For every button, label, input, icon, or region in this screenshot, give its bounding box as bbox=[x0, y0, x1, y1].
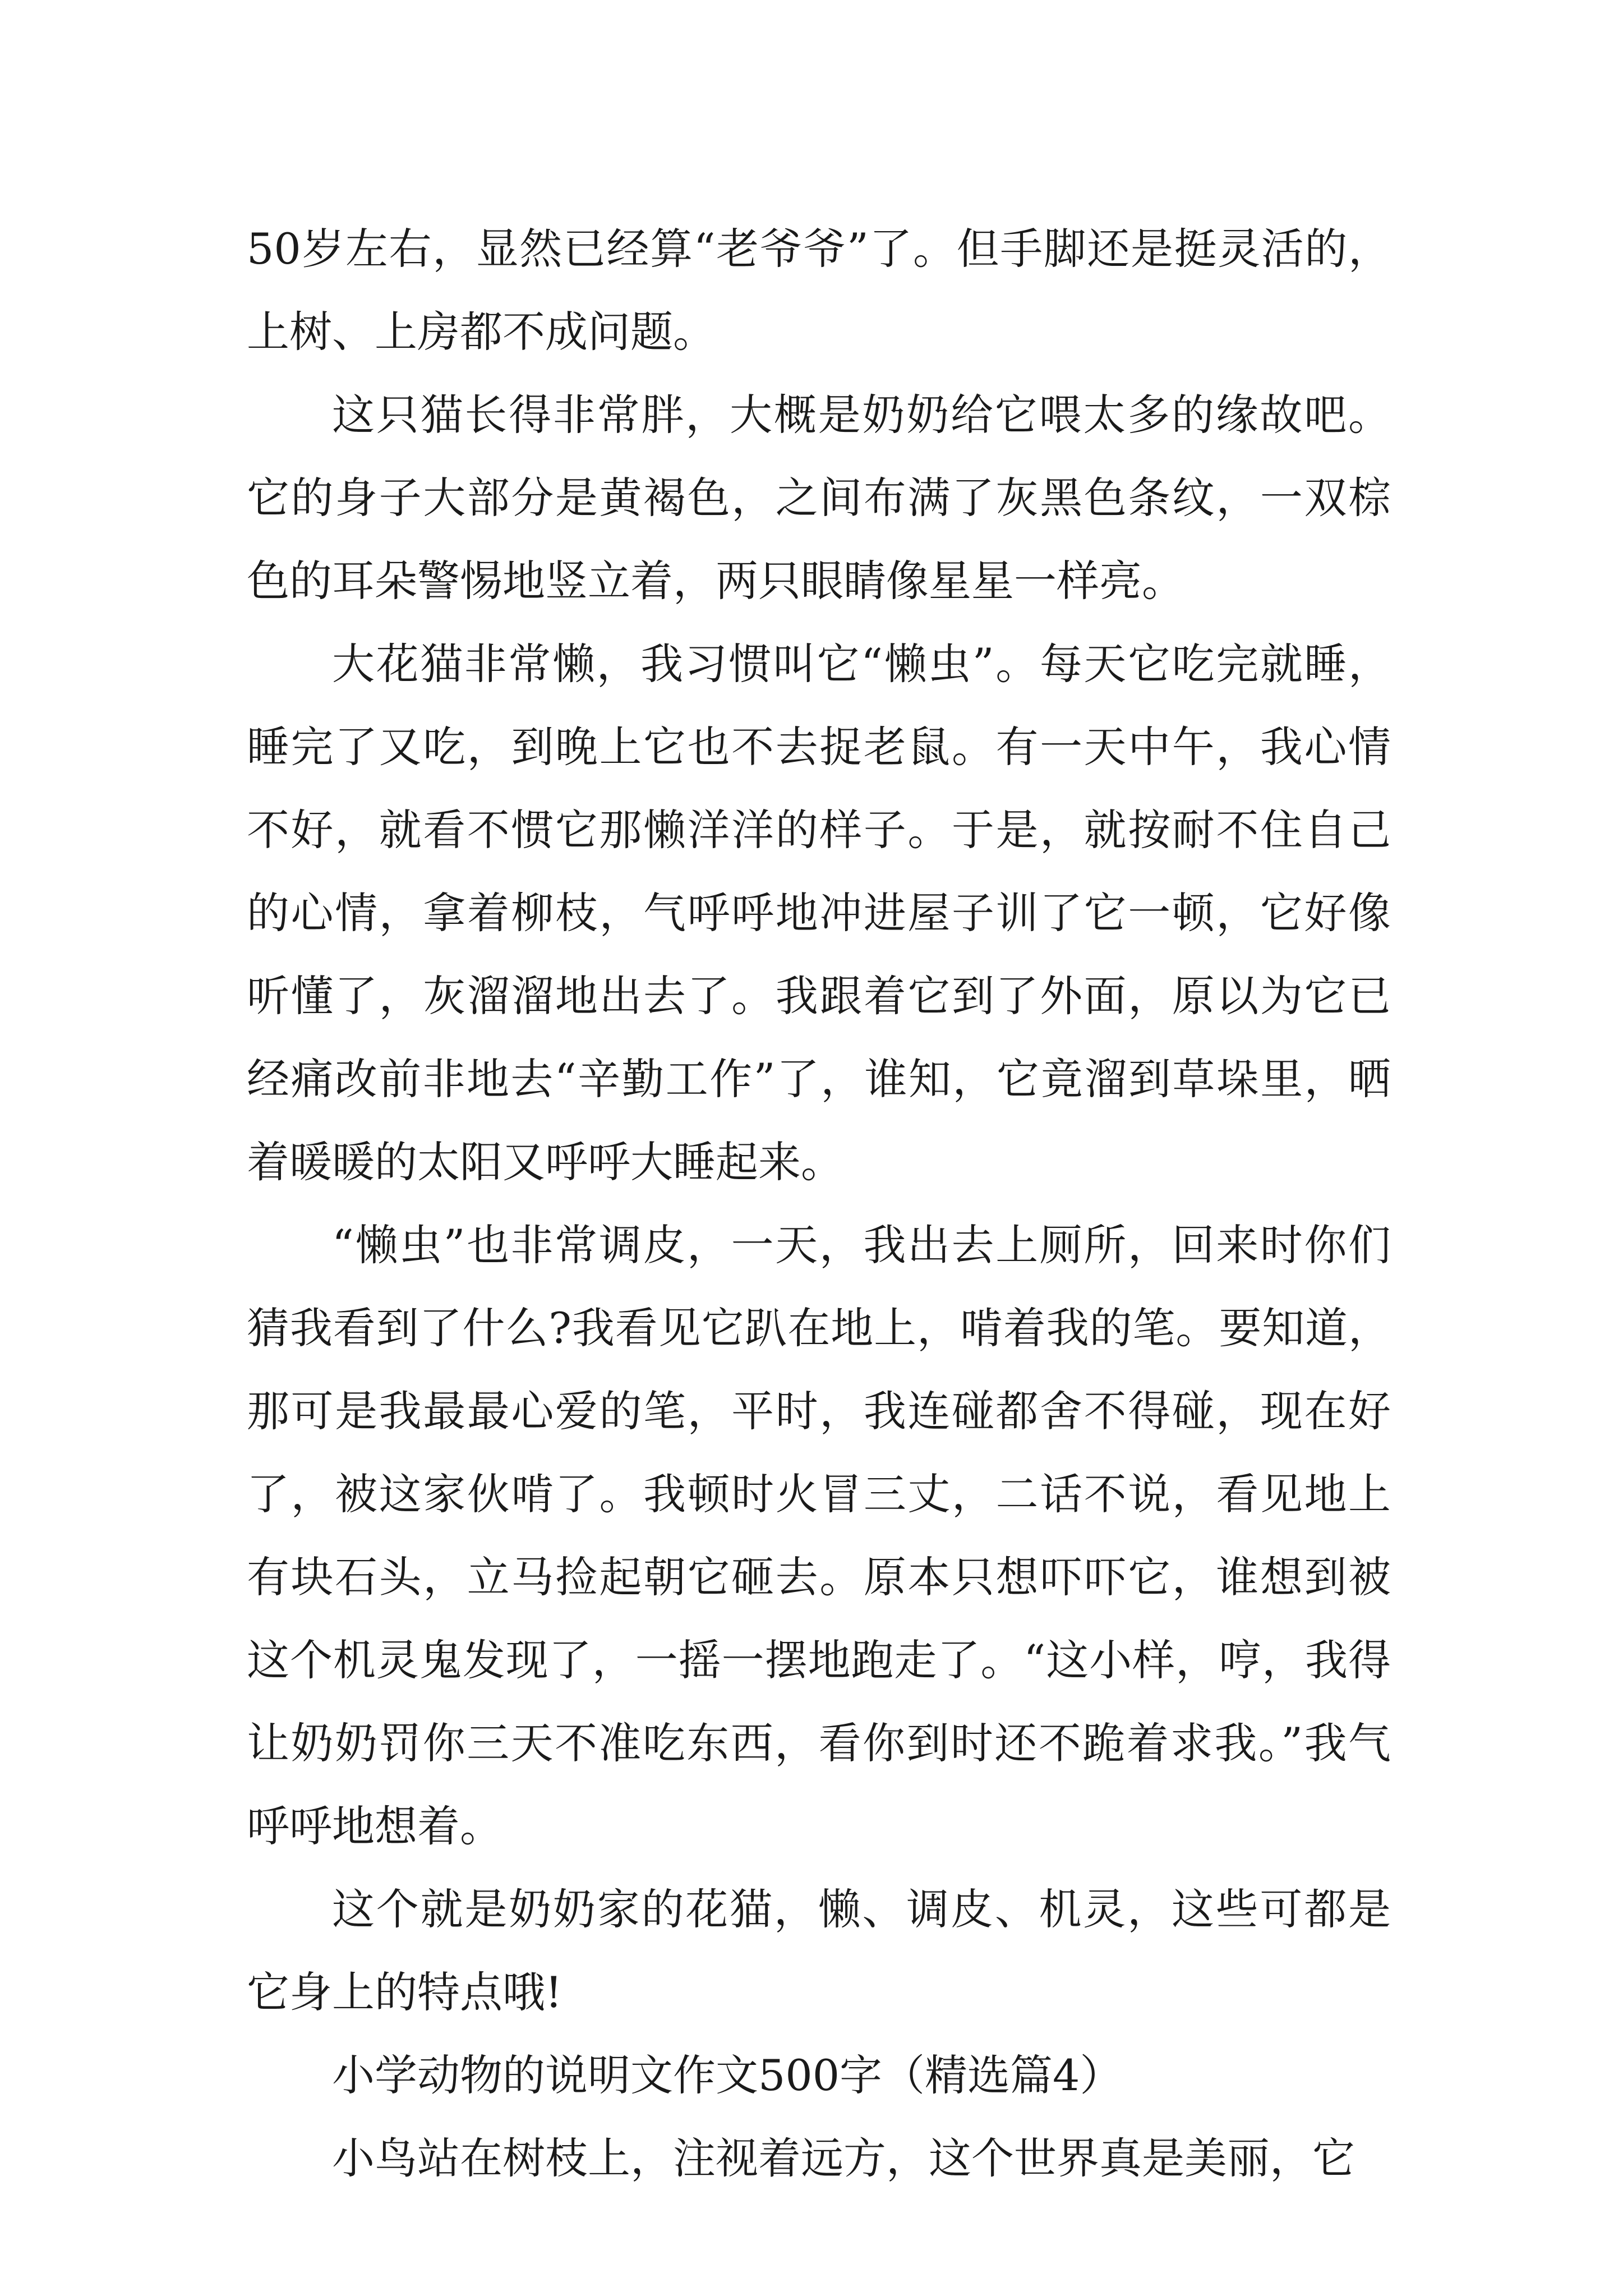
paragraph-continuation: 50岁左右，显然已经算“老爷爷”了。但手脚还是挺灵活的，上树、上房都不成问题。 bbox=[247, 224, 1391, 357]
paragraph-cat-summary: 这个就是奶奶家的花猫，懒、调皮、机灵，这些可都是它身上的特点哦! bbox=[247, 1884, 1391, 2017]
document-body bbox=[247, 208, 1391, 2200]
paragraph-cat-appearance: 这只猫长得非常胖，大概是奶奶给它喂太多的缘故吧。它的身子大部分是黄褐色，之间布满了灰黑色条纹，一双棕色的耳朵警惕地竖立着，两只眼睛像星星一样亮。 bbox=[247, 390, 1391, 606]
paragraph-cat-lazy: 大花猫非常懒，我习惯叫它“懒虫”。每天它吃完就睡，睡完了又吃，到晚上它也不去捉老鼠。有一天中午，我心情不好，就看不惯它那懒洋洋的样子。于是，就按耐不住自己的心情，拿着柳枝，气呼呼地冲进屋子训了它一顿，它好像听懂了，灰溜溜地出去了。我跟着它到了外面，原以为它已经痛改前非地去“辛勤工作”了，谁知，它竟溜到草垛里，晒着暖暖的太阳又呼呼大睡起来。 bbox=[247, 639, 1391, 1187]
section-heading: 小学动物的说明文作文500字（精选篇4） bbox=[332, 2050, 1123, 2100]
paragraph-cat-naughty: “懒虫”也非常调皮，一天，我出去上厕所，回来时你们猜我看到了什么?我看见它趴在地上，啃着我的笔。要知道，那可是我最最心爱的笔，平时，我连碰都舍不得碰，现在好了，被这家伙啃了。我顿时火冒三丈，二话不说，看见地上有块石头，立马捡起朝它砸去。原本只想吓吓它，谁想到被这个机灵鬼发现了，一摇一摆地跑走了。“这小样，哼，我得让奶奶罚你三天不准吃东西，看你到时还不跪着求我。”我气呼呼地想着。 bbox=[247, 1220, 1391, 1851]
paragraph-bird-intro: 小鸟站在树枝上，注视着远方，这个世界真是美丽，它 bbox=[332, 2133, 1355, 2183]
